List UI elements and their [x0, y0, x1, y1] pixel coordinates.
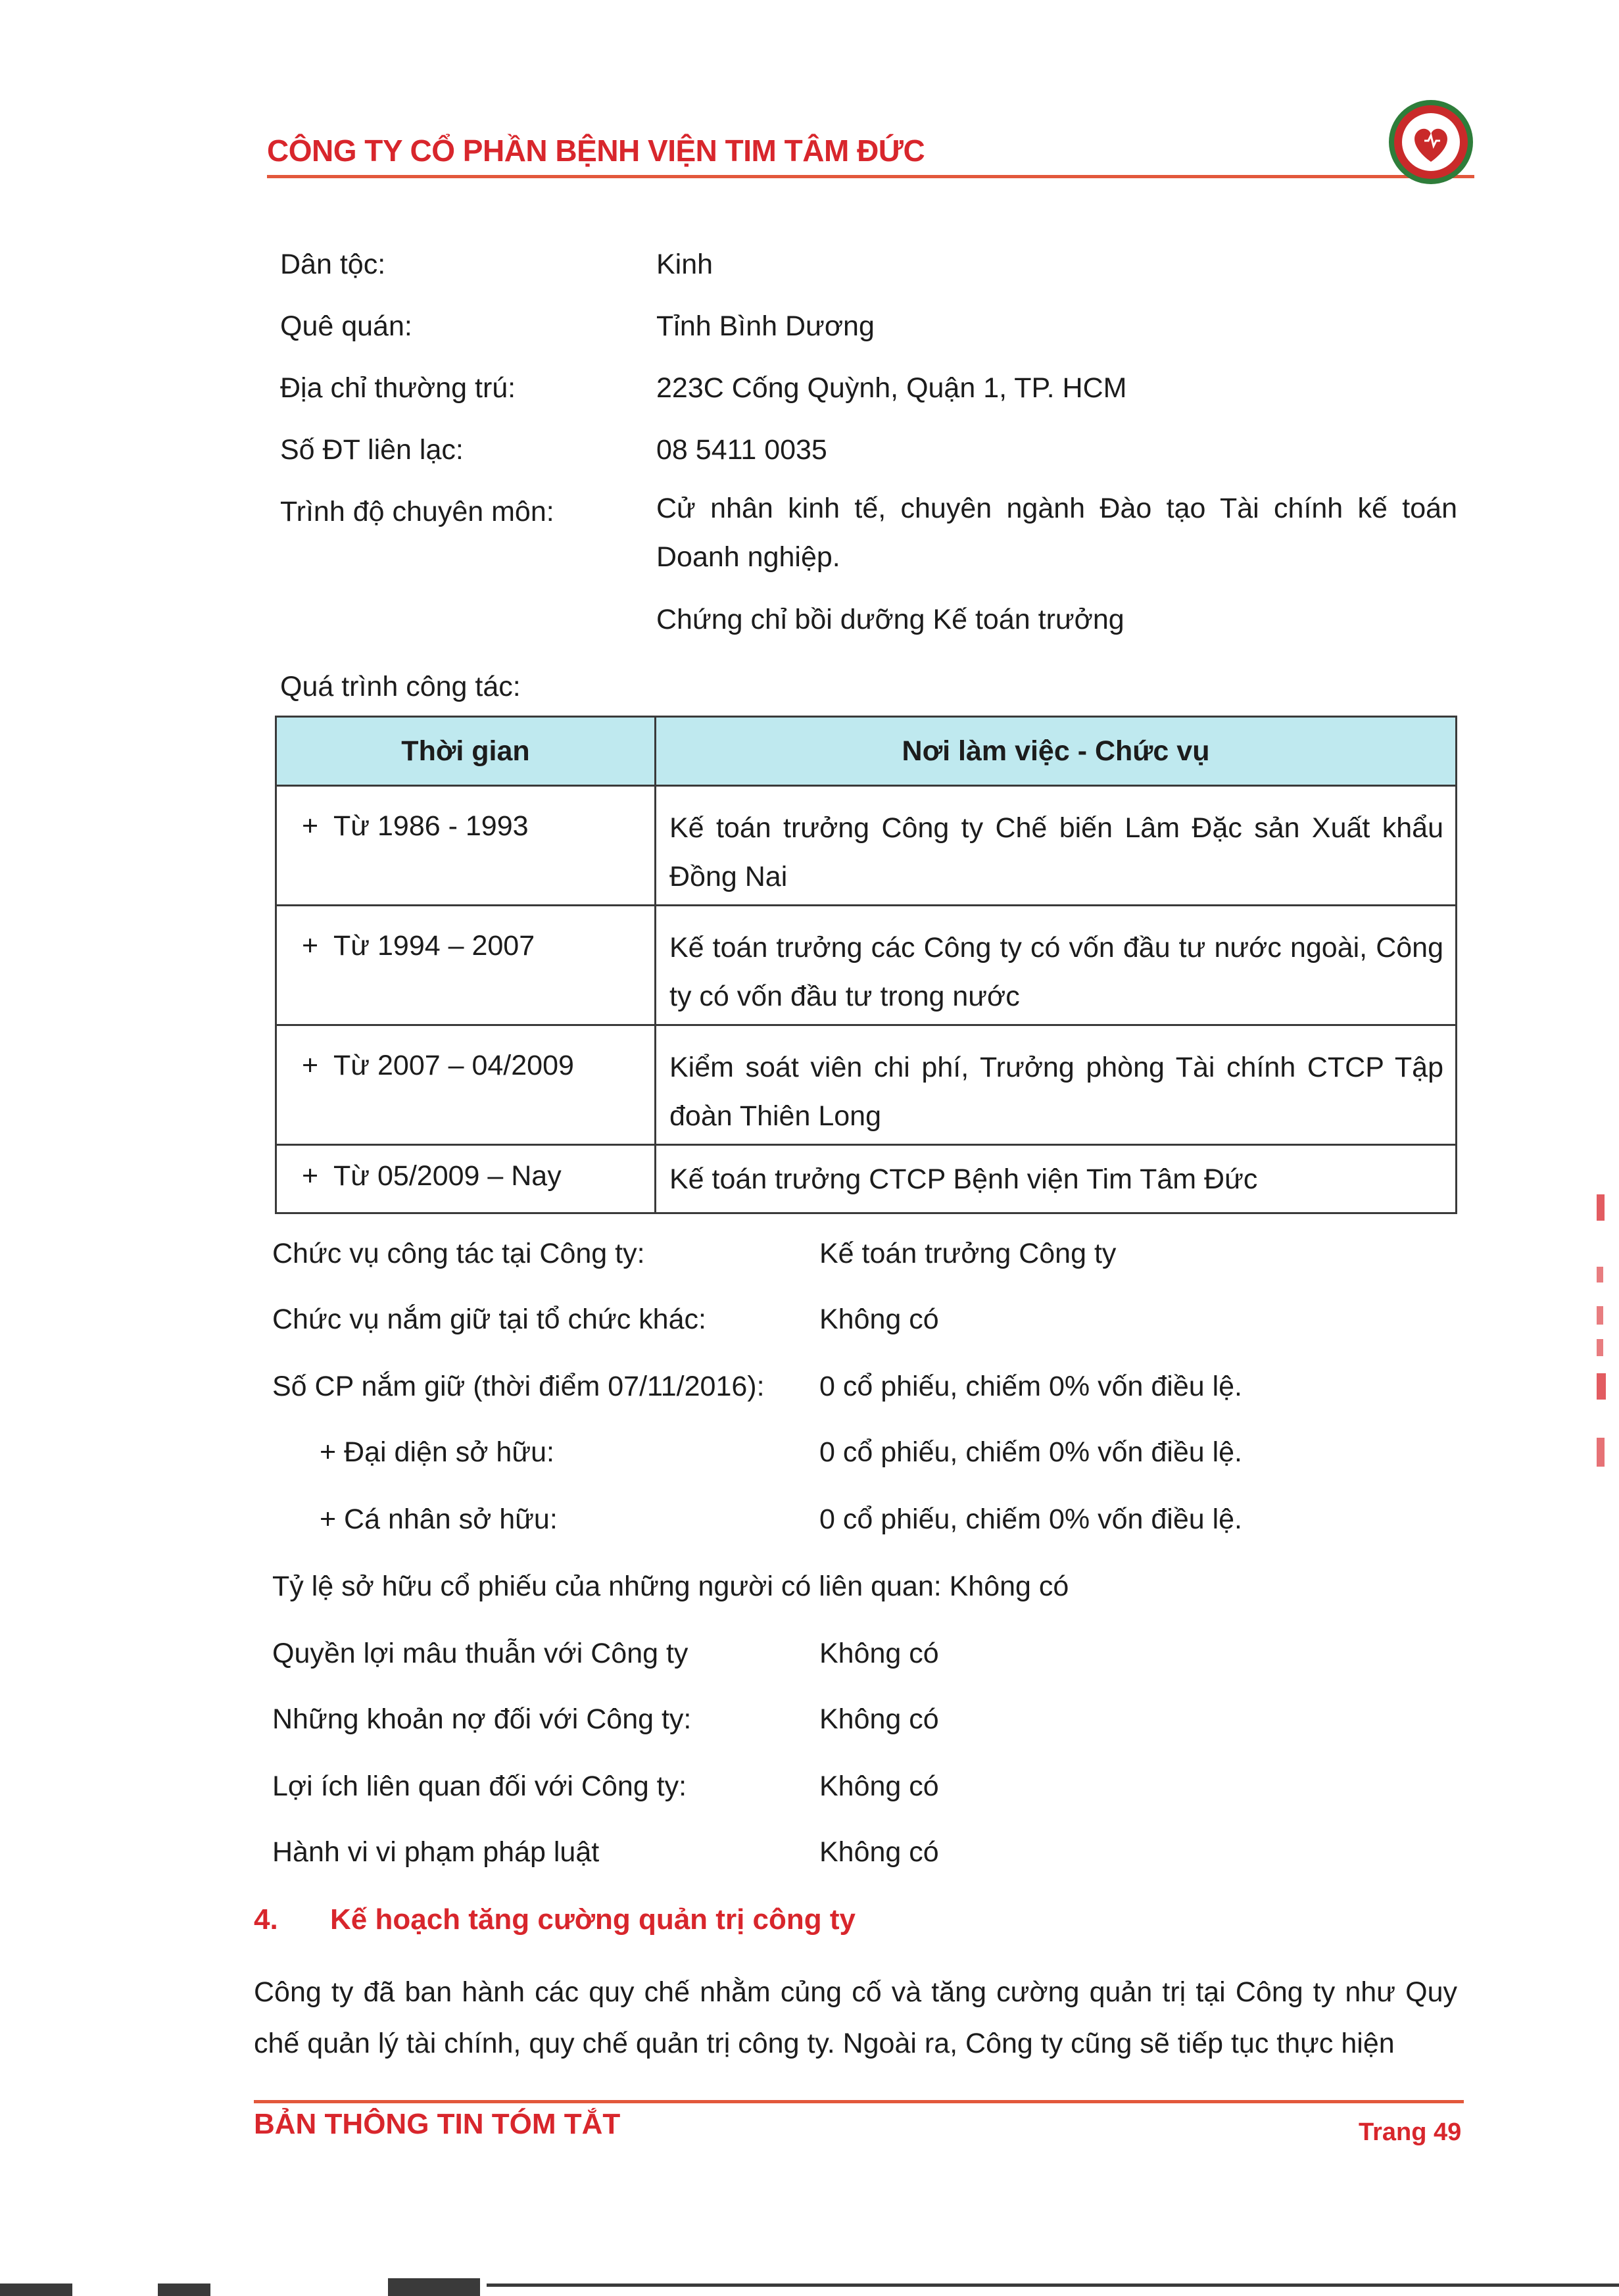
row-place: Kế toán trưởng CTCP Bệnh viện Tim Tâm Đức: [656, 1145, 1457, 1213]
ethnicity-label: Dân tộc:: [280, 249, 386, 280]
hometown-value: Tỉnh Bình Dương: [656, 310, 875, 342]
shares-label: Số CP nắm giữ (thời điểm 07/11/2016):: [272, 1371, 765, 1402]
representative-shares-value: 0 cổ phiếu, chiếm 0% vốn điều lệ.: [819, 1436, 1243, 1468]
qualification-label: Trình độ chuyên môn:: [280, 496, 554, 527]
section-heading: [254, 1903, 856, 1936]
related-interest-value: Không có: [819, 1771, 939, 1802]
row-time: Từ 1994 – 2007: [333, 930, 535, 962]
table-header-row: [276, 717, 1457, 786]
personal-shares-value: 0 cổ phiếu, chiếm 0% vốn điều lệ.: [819, 1503, 1243, 1535]
heart-seal-icon: [1386, 97, 1476, 187]
table-row: + Từ 2007 – 04/2009 Kiểm soát viên chi phí, Trưởng phòng Tài chính CTCP Tập đoàn Thiên Long: [276, 1025, 1457, 1145]
position-label: Chức vụ công tác tại Công ty:: [272, 1238, 645, 1269]
table-row: + Từ 1986 - 1993 Kế toán trưởng Công ty Chế biến Lâm Đặc sản Xuất khẩu Đồng Nai: [276, 786, 1457, 906]
representative-shares-label: + Đại diện sở hữu:: [320, 1436, 554, 1468]
hometown-label: Quê quán:: [280, 310, 412, 342]
row-place: Kiểm soát viên chi phí, Trưởng phòng Tài chính CTCP Tập đoàn Thiên Long: [656, 1025, 1457, 1145]
work-history-table: [275, 716, 1457, 1214]
conflict-label: Quyền lợi mâu thuẫn với Công ty: [272, 1638, 689, 1669]
conflict-value: Không có: [819, 1638, 939, 1669]
bleed-through-marks: [1590, 1194, 1610, 1477]
qualification-extra: Chứng chỉ bồi dưỡng Kế toán trưởng: [656, 604, 1124, 635]
row-place: Kế toán trưởng Công ty Chế biến Lâm Đặc sản Xuất khẩu Đồng Nai: [656, 786, 1457, 906]
position-value: Kế toán trưởng Công ty: [819, 1238, 1117, 1269]
table-row: + Từ 1994 – 2007 Kế toán trưởng các Công ty có vốn đầu tư nước ngoài, Công ty có vốn đầu tư trong nước: [276, 906, 1457, 1025]
debts-value: Không có: [819, 1703, 939, 1735]
personal-shares-label: + Cá nhân sở hữu:: [320, 1503, 558, 1535]
row-place: Kế toán trưởng các Công ty có vốn đầu tư nước ngoài, Công ty có vốn đầu tư trong nước: [656, 906, 1457, 1025]
ethnicity-value: Kinh: [656, 249, 713, 280]
violation-label: Hành vi vi phạm pháp luật: [272, 1836, 600, 1868]
related-interest-label: Lợi ích liên quan đối với Công ty:: [272, 1771, 687, 1802]
footer-divider: [254, 2100, 1464, 2103]
row-time: Từ 2007 – 04/2009: [333, 1050, 574, 1081]
header-place: Nơi làm việc - Chức vụ: [656, 717, 1457, 786]
related-ownership-label: Tỷ lệ sở hữu cổ phiếu của những người có liên quan: Không có: [272, 1571, 1069, 1602]
other-org-value: Không có: [819, 1304, 939, 1335]
other-org-label: Chức vụ nắm giữ tại tổ chức khác:: [272, 1304, 706, 1335]
table-row: + Từ 05/2009 – Nay Kế toán trưởng CTCP Bệnh viện Tim Tâm Đức: [276, 1145, 1457, 1213]
phone-label: Số ĐT liên lạc:: [280, 434, 464, 466]
address-label: Địa chỉ thường trú:: [280, 372, 516, 404]
section-title: Kế hoạch tăng cường quản trị công ty: [330, 1903, 856, 1936]
scan-edge-strip: [0, 2269, 1619, 2296]
header-time: Thời gian: [276, 717, 656, 786]
debts-label: Những khoản nợ đối với Công ty:: [272, 1703, 692, 1735]
company-title: CÔNG TY CỔ PHẦN BỆNH VIỆN TIM TÂM ĐỨC: [267, 134, 925, 168]
work-history-label: Quá trình công tác:: [280, 671, 521, 702]
footer-document-title: BẢN THÔNG TIN TÓM TẮT: [254, 2108, 621, 2140]
row-time: Từ 1986 - 1993: [333, 810, 529, 842]
header-divider: [267, 175, 1474, 178]
phone-value: 08 5411 0035: [656, 434, 827, 466]
row-time: Từ 05/2009 – Nay: [333, 1160, 562, 1192]
address-value: 223C Cống Quỳnh, Quận 1, TP. HCM: [656, 372, 1127, 404]
shares-value: 0 cổ phiếu, chiếm 0% vốn điều lệ.: [819, 1371, 1243, 1402]
section-number: 4.: [254, 1903, 278, 1936]
section-paragraph: Công ty đã ban hành các quy chế nhằm củng cố và tăng cường quản trị tại Công ty như Quy chế quản lý tài chính, quy chế quản trị công ty. Ngoài ra, Công ty cũng sẽ tiếp tục thực hiện: [254, 1976, 1457, 2059]
violation-value: Không có: [819, 1836, 939, 1868]
qualification-value: Cử nhân kinh tế, chuyên ngành Đào tạo Tài chính kế toán Doanh nghiệp.: [656, 493, 1457, 573]
footer-page-number: Trang 49: [1359, 2118, 1462, 2146]
